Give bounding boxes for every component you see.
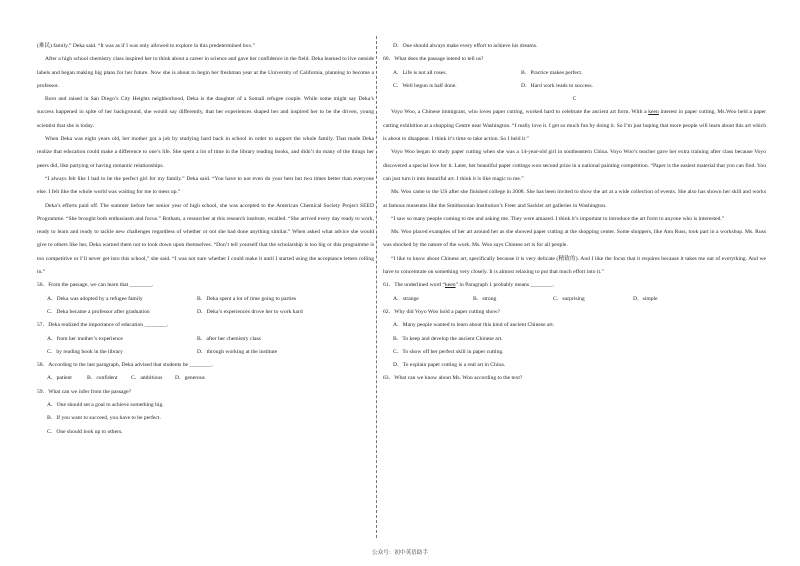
passage-b-paragraph-5: “I always felt like I had to be the perfect girl for my family.” Deka said. “You have to not even do your best but two times better than everyone else. I felt like the whole world was waiting for me to mess up.”	[37, 175, 374, 196]
question-62-option-d: D．To explain paper cutting is a real art in China.	[393, 362, 506, 369]
question-56-options-row-2	[37, 306, 374, 319]
passage-b-paragraph-1: (难民) family.” Deka said. “It was as if I was only allowed to explore in this predetermined box.”	[37, 43, 256, 49]
question-58-option-b: B．confident	[87, 375, 118, 382]
question-57: 57．Deka realized the importance of education ________.	[37, 322, 169, 329]
question-56-option-c: C．Deka became a professor after graduation	[47, 308, 150, 315]
passage-c-paragraph-1-start: Voyo Woo, a Chinese immigrant, who loves paper cutting, worked hard to celebrate the ancient art form. With a	[391, 109, 649, 116]
passage-c-paragraph-5: Ms. Woo placed examples of her art around her as she showed paper cutting at the shopping center. Some shoppers, like Ann Russ, took part in a workshop. Ms. Russ was shocked by the nature of the work. Ms. Woo says Chinese art is for all people.	[383, 229, 766, 249]
question-62-option-a: A．Many people wanted to learn about this kind of ancient Chinese art.	[393, 322, 555, 329]
question-62-option-b: B．To keep and develop the ancient Chinese art.	[393, 335, 503, 342]
question-61-option-b: B．strong	[473, 295, 497, 302]
passage-c-paragraph-2: Voyo Woo began to study paper cutting when she was a 14-year-old girl in southeastern China. Voyo Woo’s teacher gave her extra training after class because Voyo discovered a special love for it. Later, her beautiful paper cuttings won second prize in a national painting competition. “Paper is the easiest material that you can find. You can just turn it into beautiful art. I think it is like magic to me.”	[383, 149, 766, 182]
question-60-option-b: B．Practice makes perfect.	[521, 69, 583, 76]
question-56-options-row-1	[37, 293, 374, 306]
question-63: 63．What can we know about Ms. Woo according to the text?	[383, 375, 523, 382]
question-59-option-b: B．If you want to succeed, you have to be perfect.	[47, 415, 161, 422]
right-column	[383, 40, 766, 386]
question-58: 58．According to the last paragraph, Deka advised that students be ________.	[37, 362, 214, 369]
passage-c-paragraph-1	[383, 106, 766, 146]
passage-c-paragraph-4: “I saw so many people coming to me and asking me. They were amazed. I think it’s important to introduce the art form to anyone who is interested.”	[391, 215, 725, 222]
question-57-option-c: C．by reading book in the library	[47, 348, 123, 355]
question-61-end: ” in Paragraph 1 probably means ________.	[455, 282, 555, 289]
passage-c-paragraph-3: Ms. Woo came to the US after she finished college in 2008. She has been invited to show the art at a wide collection of events. She also has shown her skill and works at famous museums like the Smithsonian Institution’s Freer and Sackler art galleries in Washington.	[383, 189, 766, 209]
question-60-options-row-2	[383, 80, 766, 93]
question-59-option-a: A．One should set a goal to achieve something big.	[47, 402, 164, 409]
question-59-option-d: D．One should always make every effort to achieve his dreams.	[393, 43, 538, 49]
question-61-options	[383, 293, 766, 306]
question-58-options	[37, 372, 374, 385]
question-60-option-d: D．Hard work leads to success.	[521, 82, 593, 89]
question-60-option-c: C．Well begun is half done.	[393, 82, 457, 89]
passage-b-paragraph-4: When Deka was eight years old, her mother got a job by studying hard back in school in order to support the whole family. That made Deka realize that education could make a difference to one’s life. She spent a lot of time in the library reading books, and didn’t do many of the things her peers did, like partying or having romantic relationships.	[37, 136, 374, 169]
question-58-option-d: D．generous	[175, 375, 205, 382]
question-56-option-a: A．Deka was adopted by a refugee family	[47, 295, 143, 302]
column-divider	[376, 36, 377, 538]
passage-c-paragraph-1-rest: interest in paper cutting, Ms.Woo held a paper cutting exhibition at a shopping Centre near Washington. “I really love it. I get so much fun by doing it. So I’m just hoping that more people will learn about this art which is about to disappear. I think it’s time to take action. So I held it.”	[383, 109, 766, 143]
question-58-option-a: A．patient	[47, 375, 72, 382]
question-60-options-row-1	[383, 67, 766, 80]
question-57-options-row-2	[37, 346, 374, 359]
question-61-option-c: C．surprising	[553, 295, 585, 302]
question-60-option-a: A．Life is not all roses.	[393, 69, 447, 76]
question-61-start: 61．The underlined word “	[383, 282, 445, 289]
question-61	[383, 279, 766, 292]
footer-account-label: 公众号：初中英语助手	[372, 550, 428, 556]
left-column	[37, 40, 374, 439]
question-57-option-a: A．from her mother’s experience	[47, 335, 123, 342]
question-56: 56．From the passage, we can learn that ________.	[37, 282, 154, 289]
question-62-option-c: C．To show off her perfect skill in paper cutting.	[393, 348, 504, 355]
question-57-options-row-1	[37, 333, 374, 346]
question-59-option-c: C．One should look up to others.	[47, 428, 123, 435]
question-57-option-b: B．after her chemistry class	[197, 335, 261, 342]
question-60: 60．What does the passage intend to tell us?	[383, 56, 484, 63]
passage-c-heading: C	[572, 96, 577, 103]
question-59: 59．What can we infer from the passage?	[37, 388, 132, 395]
keen-underlined-word: keen	[648, 109, 659, 116]
passage-b-paragraph-6: Deka’s efforts paid off. The summer before her senior year of high school, she was accepted to the American Chemical Society Project SEED Programme. “She brought both enthusiasm and focus.” Botham, a researcher at this research institute, recalled. “She arrived every day ready to work, ready to learn and ready to tackle new challenges regardless of whether or not she had done anything similar.” When asked what advice she would give to others like her, Deka warned them not to look down upon themselves. “Don’t tell yourself that the scholarship is too big or this programme is too competitive or I’ll never get into this school,” she said. “I was not sure whether I could make it until I started using the acceptance letters rolling in.”	[37, 202, 374, 276]
question-61-option-d: D．simple	[633, 295, 658, 302]
passage-c-paragraph-6: “I like to know about Chinese art, specifically because it is very delicate (精致的). And I like the focus that it requires because it takes me out of everything. And we have to concentrate on something very closely. It is almost relaxing to put that much effort into it.”	[383, 255, 766, 276]
question-56-option-b: B．Deka spent a lot of time going to parties	[197, 295, 297, 302]
question-61-option-a: A．strange	[393, 295, 419, 302]
question-56-option-d: D．Deka’s experiences drove her to work hard	[197, 308, 303, 315]
passage-b-paragraph-3: Born and raised in San Diego’s City Heights neighborhood, Deka is the daughter of a Somali refugee couple. While some might say Deka’s success happened in spite of her background, she would say differently, that her experiences shaped her and inspired her to be the driven, young scientist that she is today.	[37, 96, 374, 129]
passage-b-paragraph-2: After a high school chemistry class inspired her to think about a career in science and gave her confidence in the field. Deka learned to live outside labels and began making big plans for her future. Now she is about to begin her freshman year at the University of California, planning to become a professor.	[37, 56, 374, 89]
question-62: 62．Why did Voyo Woo hold a paper cutting show?	[383, 308, 501, 315]
question-61-keen: keen	[444, 282, 456, 289]
question-58-option-c: C．ambitious	[131, 375, 163, 382]
question-57-option-d: D．through working at the institute	[197, 348, 278, 355]
